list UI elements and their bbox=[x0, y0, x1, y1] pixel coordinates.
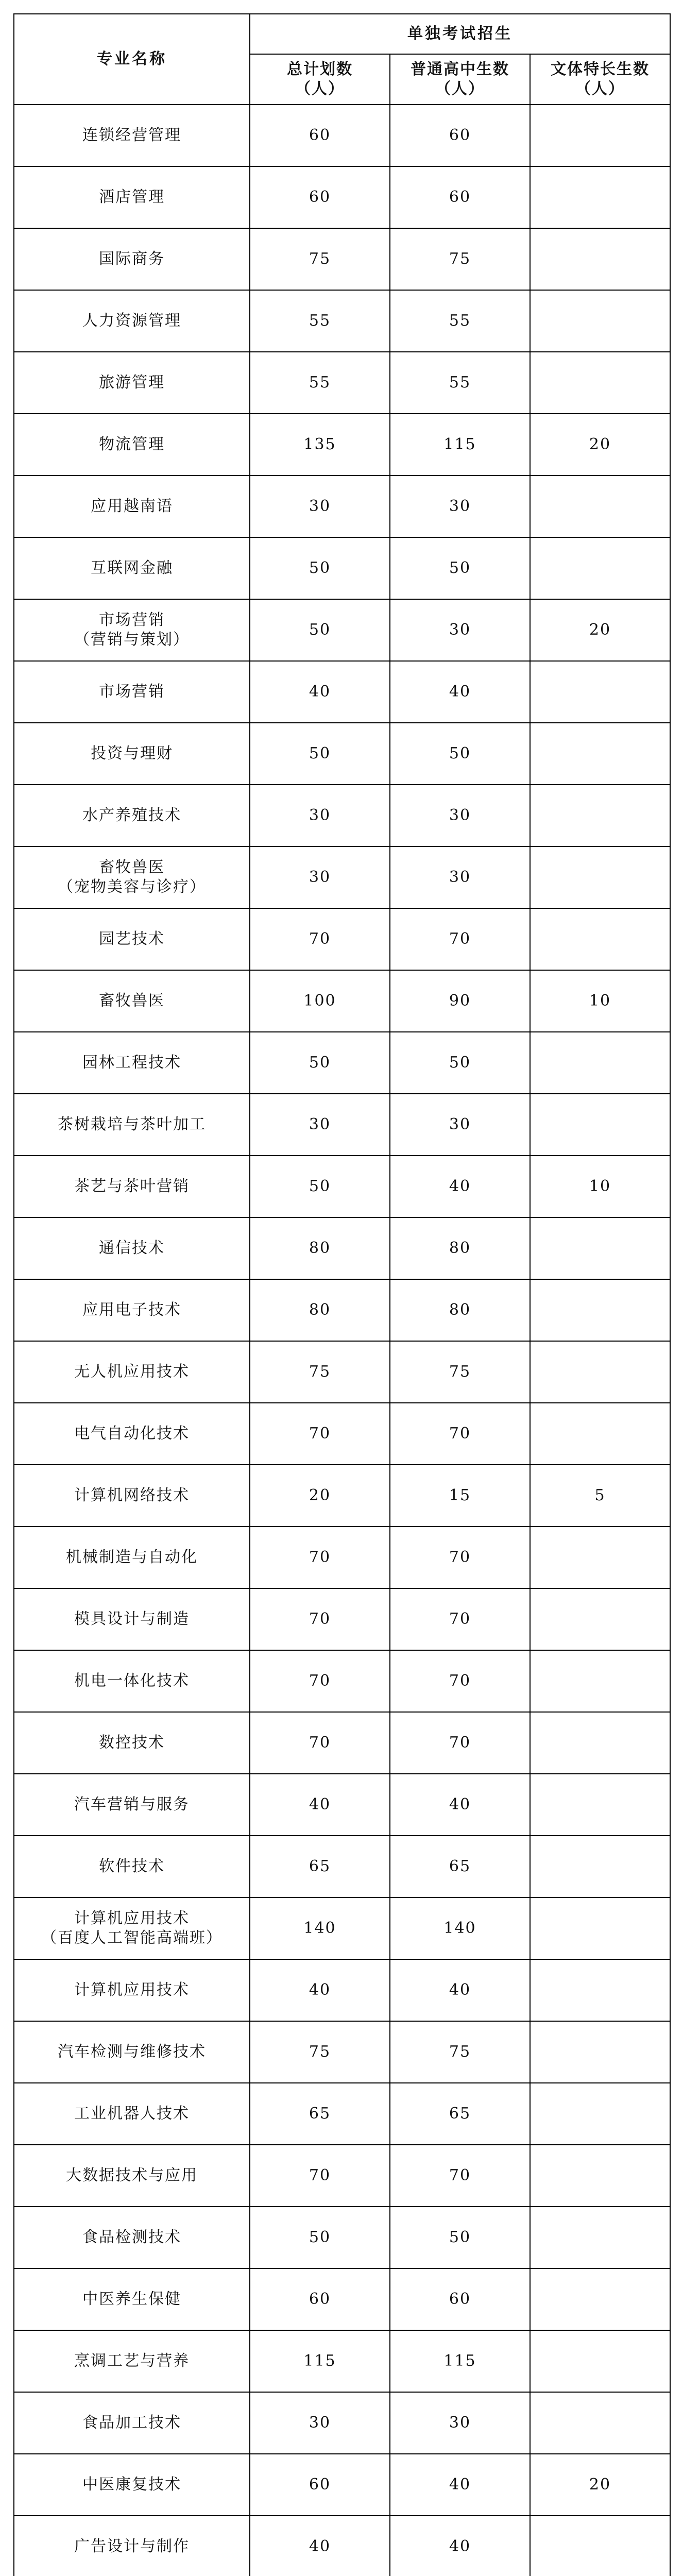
table-row bbox=[14, 1712, 670, 1774]
total-plan-cell: 80 bbox=[250, 1279, 390, 1341]
normal-student-cell: 30 bbox=[390, 785, 530, 846]
independent-exam-group-header: 单独考试招生 bbox=[250, 14, 670, 54]
normal-student-cell: 40 bbox=[390, 1774, 530, 1836]
normal-student-cell: 75 bbox=[390, 228, 530, 290]
major-name-cell bbox=[14, 2516, 250, 2576]
major-name: 畜牧兽医 bbox=[99, 858, 165, 876]
arts-sports-cell bbox=[530, 1527, 670, 1588]
normal-student-cell: 75 bbox=[390, 2021, 530, 2083]
major-name: 食品加工技术 bbox=[82, 2414, 181, 2432]
enrollment-plan-sheet bbox=[13, 13, 670, 2576]
table-row bbox=[14, 2145, 670, 2207]
normal-student-cell: 65 bbox=[390, 1836, 530, 1897]
major-name-cell bbox=[14, 1588, 250, 1650]
normal-student-cell: 30 bbox=[390, 599, 530, 661]
total-plan-cell: 55 bbox=[250, 290, 390, 352]
normal-student-cell: 115 bbox=[390, 414, 530, 476]
enrollment-plan-table bbox=[13, 13, 671, 2576]
total-plan-header-line2: （人） bbox=[295, 80, 345, 98]
arts-sports-cell bbox=[530, 1217, 670, 1279]
major-name-cell bbox=[14, 1774, 250, 1836]
normal-student-cell: 30 bbox=[390, 1094, 530, 1156]
major-name: 模具设计与制造 bbox=[74, 1610, 190, 1628]
arts-sports-cell bbox=[530, 2021, 670, 2083]
table-row bbox=[14, 2207, 670, 2268]
major-name-cell bbox=[14, 1650, 250, 1712]
normal-student-cell: 55 bbox=[390, 352, 530, 414]
arts-sports-cell bbox=[530, 228, 670, 290]
table-row bbox=[14, 166, 670, 228]
arts-sports-cell bbox=[530, 2392, 670, 2454]
table-row bbox=[14, 2021, 670, 2083]
normal-student-cell: 70 bbox=[390, 1650, 530, 1712]
table-row bbox=[14, 661, 670, 723]
table-row bbox=[14, 2392, 670, 2454]
total-plan-cell: 75 bbox=[250, 1341, 390, 1403]
major-name: 市场营销 bbox=[99, 611, 165, 629]
table-body bbox=[14, 105, 670, 2576]
major-name: 软件技术 bbox=[99, 1857, 165, 1875]
table-row bbox=[14, 1897, 670, 1959]
table-row bbox=[14, 1279, 670, 1341]
table-row bbox=[14, 846, 670, 908]
major-direction: （营销与策划） bbox=[74, 631, 190, 649]
normal-student-cell: 70 bbox=[390, 1588, 530, 1650]
total-plan-cell: 100 bbox=[250, 970, 390, 1032]
arts-sports-cell bbox=[530, 1341, 670, 1403]
normal-student-cell: 60 bbox=[390, 2268, 530, 2330]
table-row bbox=[14, 352, 670, 414]
major-name-cell bbox=[14, 2145, 250, 2207]
arts-sports-cell: 20 bbox=[530, 2454, 670, 2516]
major-name-cell bbox=[14, 228, 250, 290]
table-row bbox=[14, 723, 670, 785]
major-name-cell bbox=[14, 476, 250, 537]
table-row bbox=[14, 970, 670, 1032]
total-plan-cell: 75 bbox=[250, 228, 390, 290]
table-row bbox=[14, 290, 670, 352]
table-row bbox=[14, 2268, 670, 2330]
total-plan-cell: 70 bbox=[250, 1712, 390, 1774]
arts-sports-cell bbox=[530, 166, 670, 228]
arts-sports-cell bbox=[530, 1897, 670, 1959]
total-plan-cell: 115 bbox=[250, 2330, 390, 2392]
arts-sports-cell bbox=[530, 1650, 670, 1712]
normal-student-cell: 50 bbox=[390, 2207, 530, 2268]
normal-student-cell: 30 bbox=[390, 846, 530, 908]
normal-student-cell: 50 bbox=[390, 723, 530, 785]
major-name: 计算机应用技术 bbox=[74, 1981, 190, 1999]
major-name: 物流管理 bbox=[99, 435, 165, 453]
normal-student-cell: 15 bbox=[390, 1465, 530, 1527]
arts-sports-cell bbox=[530, 2516, 670, 2576]
major-name: 计算机应用技术 bbox=[74, 1909, 190, 1927]
major-name-cell bbox=[14, 723, 250, 785]
major-name: 园林工程技术 bbox=[82, 1054, 181, 1072]
major-name-cell bbox=[14, 2207, 250, 2268]
total-plan-cell: 70 bbox=[250, 1588, 390, 1650]
arts-sports-cell bbox=[530, 661, 670, 723]
total-plan-header-line1: 总计划数 bbox=[287, 60, 353, 78]
major-name-cell bbox=[14, 785, 250, 846]
header-row-top bbox=[14, 14, 670, 54]
arts-sports-cell: 10 bbox=[530, 1156, 670, 1217]
major-name-cell bbox=[14, 105, 250, 166]
major-name-cell bbox=[14, 1341, 250, 1403]
arts-sports-cell bbox=[530, 2207, 670, 2268]
arts-sports-cell bbox=[530, 1094, 670, 1156]
arts-sports-cell bbox=[530, 723, 670, 785]
normal-student-cell: 60 bbox=[390, 105, 530, 166]
normal-student-cell: 30 bbox=[390, 476, 530, 537]
total-plan-cell: 40 bbox=[250, 661, 390, 723]
major-name: 旅游管理 bbox=[99, 374, 165, 392]
table-row bbox=[14, 1156, 670, 1217]
normal-student-cell: 50 bbox=[390, 537, 530, 599]
major-name: 应用越南语 bbox=[91, 497, 173, 515]
major-name-cell bbox=[14, 2268, 250, 2330]
major-name-cell bbox=[14, 1156, 250, 1217]
major-name: 广告设计与制作 bbox=[74, 2537, 190, 2555]
arts-sports-cell bbox=[530, 1959, 670, 2021]
table-row bbox=[14, 2083, 670, 2145]
table-row bbox=[14, 2454, 670, 2516]
normal-student-cell: 40 bbox=[390, 2454, 530, 2516]
normal-student-cell: 75 bbox=[390, 1341, 530, 1403]
normal-student-header-line2: （人） bbox=[435, 80, 485, 98]
major-name-cell bbox=[14, 970, 250, 1032]
major-name: 机电一体化技术 bbox=[74, 1672, 190, 1690]
major-name-cell bbox=[14, 1712, 250, 1774]
major-name: 中医康复技术 bbox=[82, 2476, 181, 2494]
major-direction: （宠物美容与诊疗） bbox=[58, 878, 206, 896]
major-name: 投资与理财 bbox=[91, 744, 173, 762]
total-plan-header bbox=[250, 54, 390, 105]
major-name-cell bbox=[14, 1094, 250, 1156]
total-plan-cell: 60 bbox=[250, 105, 390, 166]
normal-student-cell: 40 bbox=[390, 2516, 530, 2576]
arts-sports-cell bbox=[530, 476, 670, 537]
normal-student-cell: 70 bbox=[390, 1403, 530, 1465]
table-row bbox=[14, 476, 670, 537]
normal-student-cell: 40 bbox=[390, 661, 530, 723]
table-row bbox=[14, 1774, 670, 1836]
arts-sports-cell: 20 bbox=[530, 599, 670, 661]
arts-sports-cell bbox=[530, 1403, 670, 1465]
major-name: 电气自动化技术 bbox=[74, 1425, 190, 1443]
table-row bbox=[14, 1588, 670, 1650]
arts-sports-cell bbox=[530, 1774, 670, 1836]
normal-student-cell: 90 bbox=[390, 970, 530, 1032]
table-row bbox=[14, 1959, 670, 2021]
total-plan-cell: 50 bbox=[250, 599, 390, 661]
major-name-cell bbox=[14, 352, 250, 414]
table-row bbox=[14, 785, 670, 846]
total-plan-cell: 30 bbox=[250, 846, 390, 908]
major-name-cell bbox=[14, 1403, 250, 1465]
normal-student-cell: 40 bbox=[390, 1959, 530, 2021]
major-name: 大数据技术与应用 bbox=[66, 2166, 198, 2184]
total-plan-cell: 70 bbox=[250, 2145, 390, 2207]
table-row bbox=[14, 1032, 670, 1094]
major-name-cell bbox=[14, 1527, 250, 1588]
major-name-cell bbox=[14, 290, 250, 352]
major-name-cell bbox=[14, 1217, 250, 1279]
total-plan-cell: 50 bbox=[250, 1156, 390, 1217]
total-plan-cell: 80 bbox=[250, 1217, 390, 1279]
arts-sports-cell bbox=[530, 1279, 670, 1341]
major-name: 汽车检测与维修技术 bbox=[58, 2043, 206, 2061]
table-row bbox=[14, 2330, 670, 2392]
total-plan-cell: 60 bbox=[250, 2454, 390, 2516]
normal-student-cell: 70 bbox=[390, 2145, 530, 2207]
table-row bbox=[14, 414, 670, 476]
table-row bbox=[14, 105, 670, 166]
total-plan-cell: 70 bbox=[250, 1527, 390, 1588]
table-row bbox=[14, 1836, 670, 1897]
total-plan-cell: 70 bbox=[250, 908, 390, 970]
major-name: 市场营销 bbox=[99, 683, 165, 701]
arts-sports-cell bbox=[530, 785, 670, 846]
arts-sports-cell bbox=[530, 2330, 670, 2392]
major-name-cell bbox=[14, 1959, 250, 2021]
major-direction: （百度人工智能高端班） bbox=[41, 1929, 223, 1947]
major-name-cell bbox=[14, 1032, 250, 1094]
normal-student-cell: 55 bbox=[390, 290, 530, 352]
arts-sports-header-line2: （人） bbox=[575, 80, 625, 98]
major-name-cell bbox=[14, 414, 250, 476]
major-name: 烹调工艺与营养 bbox=[74, 2352, 190, 2370]
major-name: 酒店管理 bbox=[99, 188, 165, 206]
major-name-cell bbox=[14, 2454, 250, 2516]
major-name-cell bbox=[14, 1836, 250, 1897]
total-plan-cell: 60 bbox=[250, 2268, 390, 2330]
table-row bbox=[14, 1527, 670, 1588]
major-name: 汽车营销与服务 bbox=[74, 1795, 190, 1814]
major-name-header: 专业名称 bbox=[14, 14, 250, 105]
arts-sports-cell bbox=[530, 2145, 670, 2207]
normal-student-cell: 80 bbox=[390, 1217, 530, 1279]
total-plan-cell: 135 bbox=[250, 414, 390, 476]
arts-sports-cell bbox=[530, 1032, 670, 1094]
table-row bbox=[14, 537, 670, 599]
major-name: 畜牧兽医 bbox=[99, 992, 165, 1010]
total-plan-cell: 40 bbox=[250, 1959, 390, 2021]
major-name-cell bbox=[14, 2330, 250, 2392]
arts-sports-cell bbox=[530, 1588, 670, 1650]
major-name: 水产养殖技术 bbox=[82, 806, 181, 824]
major-name: 工业机器人技术 bbox=[74, 2105, 190, 2123]
arts-sports-cell: 5 bbox=[530, 1465, 670, 1527]
normal-student-cell: 70 bbox=[390, 908, 530, 970]
major-name: 茶艺与茶叶营销 bbox=[74, 1177, 190, 1195]
major-name: 园艺技术 bbox=[99, 930, 165, 948]
normal-student-cell: 30 bbox=[390, 2392, 530, 2454]
arts-sports-cell: 10 bbox=[530, 970, 670, 1032]
major-name: 应用电子技术 bbox=[82, 1301, 181, 1319]
major-name-cell bbox=[14, 1465, 250, 1527]
major-name: 连锁经营管理 bbox=[82, 126, 181, 144]
normal-student-cell: 115 bbox=[390, 2330, 530, 2392]
normal-student-header bbox=[390, 54, 530, 105]
normal-student-cell: 140 bbox=[390, 1897, 530, 1959]
table-row bbox=[14, 908, 670, 970]
normal-student-cell: 70 bbox=[390, 1527, 530, 1588]
total-plan-cell: 20 bbox=[250, 1465, 390, 1527]
normal-student-cell: 65 bbox=[390, 2083, 530, 2145]
arts-sports-cell bbox=[530, 1712, 670, 1774]
major-name: 互联网金融 bbox=[91, 559, 173, 577]
total-plan-cell: 50 bbox=[250, 537, 390, 599]
total-plan-cell: 60 bbox=[250, 166, 390, 228]
total-plan-cell: 140 bbox=[250, 1897, 390, 1959]
total-plan-cell: 50 bbox=[250, 1032, 390, 1094]
major-name: 中医养生保健 bbox=[82, 2290, 181, 2308]
total-plan-cell: 30 bbox=[250, 785, 390, 846]
major-name: 通信技术 bbox=[99, 1239, 165, 1257]
arts-sports-header bbox=[530, 54, 670, 105]
major-name-cell bbox=[14, 2083, 250, 2145]
arts-sports-cell bbox=[530, 537, 670, 599]
table-row bbox=[14, 1094, 670, 1156]
major-name: 数控技术 bbox=[99, 1734, 165, 1752]
major-name: 计算机网络技术 bbox=[74, 1486, 190, 1504]
table-header bbox=[14, 14, 670, 105]
major-name: 机械制造与自动化 bbox=[66, 1548, 198, 1566]
normal-student-cell: 70 bbox=[390, 1712, 530, 1774]
total-plan-cell: 50 bbox=[250, 723, 390, 785]
arts-sports-cell bbox=[530, 2268, 670, 2330]
arts-sports-cell: 20 bbox=[530, 414, 670, 476]
major-name-cell bbox=[14, 1897, 250, 1959]
table-row bbox=[14, 1650, 670, 1712]
total-plan-cell: 50 bbox=[250, 2207, 390, 2268]
total-plan-cell: 30 bbox=[250, 2392, 390, 2454]
total-plan-cell: 55 bbox=[250, 352, 390, 414]
normal-student-cell: 40 bbox=[390, 1156, 530, 1217]
table-row bbox=[14, 599, 670, 661]
major-name-cell bbox=[14, 908, 250, 970]
normal-student-cell: 60 bbox=[390, 166, 530, 228]
total-plan-cell: 30 bbox=[250, 476, 390, 537]
table-row bbox=[14, 1341, 670, 1403]
total-plan-cell: 65 bbox=[250, 2083, 390, 2145]
major-name-cell bbox=[14, 599, 250, 661]
major-name: 国际商务 bbox=[99, 250, 165, 268]
major-name: 无人机应用技术 bbox=[74, 1363, 190, 1381]
major-name-cell bbox=[14, 1279, 250, 1341]
major-name-cell bbox=[14, 2021, 250, 2083]
total-plan-cell: 40 bbox=[250, 1774, 390, 1836]
total-plan-cell: 75 bbox=[250, 2021, 390, 2083]
normal-student-cell: 50 bbox=[390, 1032, 530, 1094]
table-row bbox=[14, 228, 670, 290]
major-name-cell bbox=[14, 537, 250, 599]
arts-sports-cell bbox=[530, 352, 670, 414]
arts-sports-cell bbox=[530, 908, 670, 970]
arts-sports-cell bbox=[530, 105, 670, 166]
total-plan-cell: 65 bbox=[250, 1836, 390, 1897]
major-name-cell bbox=[14, 661, 250, 723]
arts-sports-header-line1: 文体特长生数 bbox=[551, 60, 650, 78]
total-plan-cell: 30 bbox=[250, 1094, 390, 1156]
major-name: 食品检测技术 bbox=[82, 2228, 181, 2246]
total-plan-cell: 40 bbox=[250, 2516, 390, 2576]
major-name: 茶树栽培与茶叶加工 bbox=[58, 1115, 206, 1133]
major-name-cell bbox=[14, 166, 250, 228]
major-name: 人力资源管理 bbox=[82, 312, 181, 330]
arts-sports-cell bbox=[530, 2083, 670, 2145]
arts-sports-cell bbox=[530, 1836, 670, 1897]
table-row bbox=[14, 2516, 670, 2576]
normal-student-cell: 80 bbox=[390, 1279, 530, 1341]
table-row bbox=[14, 1217, 670, 1279]
major-name-cell bbox=[14, 2392, 250, 2454]
arts-sports-cell bbox=[530, 290, 670, 352]
table-row bbox=[14, 1403, 670, 1465]
normal-student-header-line1: 普通高中生数 bbox=[411, 60, 509, 78]
table-row bbox=[14, 1465, 670, 1527]
total-plan-cell: 70 bbox=[250, 1650, 390, 1712]
total-plan-cell: 70 bbox=[250, 1403, 390, 1465]
major-name-cell bbox=[14, 846, 250, 908]
arts-sports-cell bbox=[530, 846, 670, 908]
